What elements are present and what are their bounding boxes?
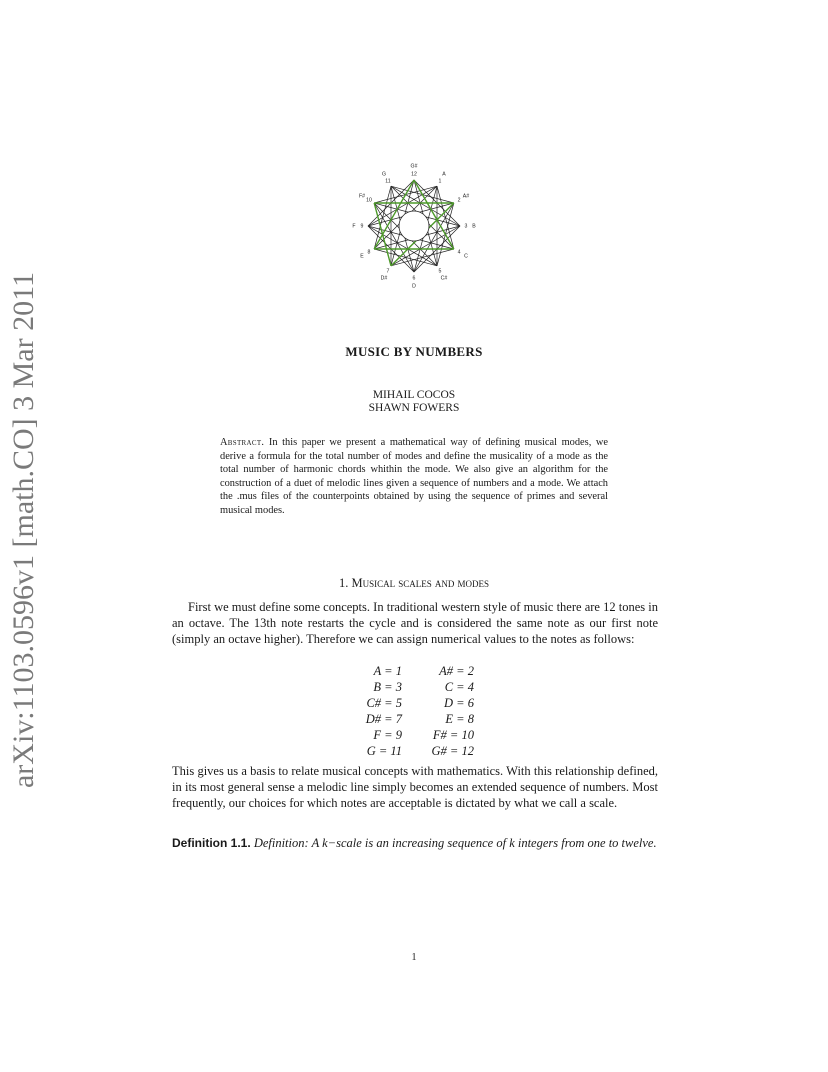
note-value: A# = 2 <box>439 664 474 678</box>
definition-text: Definition: A k−scale is an increasing sequence of k integers from one to twelve. <box>253 836 657 850</box>
tone-circle-diagram <box>342 152 486 298</box>
note-value: D# = 7 <box>365 711 402 726</box>
table-row <box>350 664 480 680</box>
author-name: SHAWN FOWERS <box>368 402 460 414</box>
vertex-number-label: 8 <box>367 249 371 256</box>
vertex-note-label: B <box>472 223 476 230</box>
author-name: MIHAIL COCOS <box>372 389 456 401</box>
note-value: C = 4 <box>444 679 474 694</box>
table-row <box>350 680 480 696</box>
body-paragraph: First we must define some concepts. In traditional western style of music there are 12 tones in an octave. The 13th note restarts the cycle and is considered the same note as our first note (simply an octave higher). Therefore we can assign numerical values to the notes as follows: <box>172 600 658 646</box>
vertex-note-label: D# <box>380 275 388 282</box>
vertex-number-label: 5 <box>438 268 442 275</box>
arxiv-stamp: arXiv:1103.0596v1 [math.CO] 3 Mar 2011 <box>7 271 40 789</box>
vertex-note-label: G <box>381 171 387 178</box>
vertex-number-label: 6 <box>412 275 416 282</box>
section-number: 1. <box>338 576 349 590</box>
section-heading <box>0 576 828 591</box>
vertex-number-label: 3 <box>464 223 468 230</box>
vertex-number-label: 7 <box>386 268 390 275</box>
section-title: Musical scales and modes <box>351 576 489 590</box>
vertex-note-label: G# <box>410 163 418 170</box>
vertex-note-label: C# <box>440 275 448 282</box>
vertex-note-label: E <box>360 253 364 260</box>
vertex-note-label: A <box>442 171 446 178</box>
abstract <box>220 436 608 517</box>
table-row <box>350 744 480 760</box>
paper-title: MUSIC BY NUMBERS <box>345 344 483 359</box>
definition-label: Definition 1.1. <box>172 836 251 850</box>
note-value: B = 3 <box>373 679 402 694</box>
table-row <box>350 728 480 744</box>
page-number: 1 <box>411 952 417 963</box>
vertex-note-label: D <box>412 283 416 290</box>
body-paragraph: This gives us a basis to relate musical concepts with mathematics. With this relationship defined, in its most general sense a melodic line simply becomes an extended sequence of numbers. Most frequently, our choices for which notes are acceptable is dictated by what we call a scale. <box>172 764 658 810</box>
vertex-note-label: A# <box>462 193 470 200</box>
vertex-note-label: C <box>464 253 468 260</box>
abstract-heading: Abstract. <box>220 437 265 448</box>
vertex-number-label: 9 <box>360 223 364 230</box>
note-value: D = 6 <box>444 695 474 710</box>
note-value: G = 11 <box>366 743 402 758</box>
center-circle <box>399 211 429 241</box>
vertex-number-label: 2 <box>457 197 461 204</box>
note-value: F# = 10 <box>432 727 474 742</box>
vertex-number-label: 11 <box>385 178 391 185</box>
definition <box>172 836 658 852</box>
table-row <box>350 712 480 728</box>
note-value: G# = 12 <box>431 743 474 758</box>
vertex-note-label: F# <box>359 193 366 200</box>
vertex-note-label: F <box>352 223 356 230</box>
note-value: E = 8 <box>445 711 474 726</box>
vertex-number-label: 1 <box>438 178 442 185</box>
note-value: C# = 5 <box>366 695 402 710</box>
note-value: F = 9 <box>373 727 402 742</box>
vertex-number-label: 4 <box>457 249 461 256</box>
abstract-text: In this paper we present a mathematical way of defining musical modes, we derive a formula for the total number of modes and define the musicality of a mode as the total number of harmonic chords whithin the mode. We also give an algorithm for the construction of a duet of melodic lines given a sequence of numbers and a mode. We attach the .mus files of the counterpoints obtained by using the sequence of primes and several musical modes. <box>220 437 608 516</box>
vertex-number-label: 10 <box>366 197 372 204</box>
vertex-number-label: 12 <box>411 171 417 178</box>
note-values-table <box>350 664 480 759</box>
table-row <box>350 696 480 712</box>
note-value: A = 1 <box>373 664 402 678</box>
